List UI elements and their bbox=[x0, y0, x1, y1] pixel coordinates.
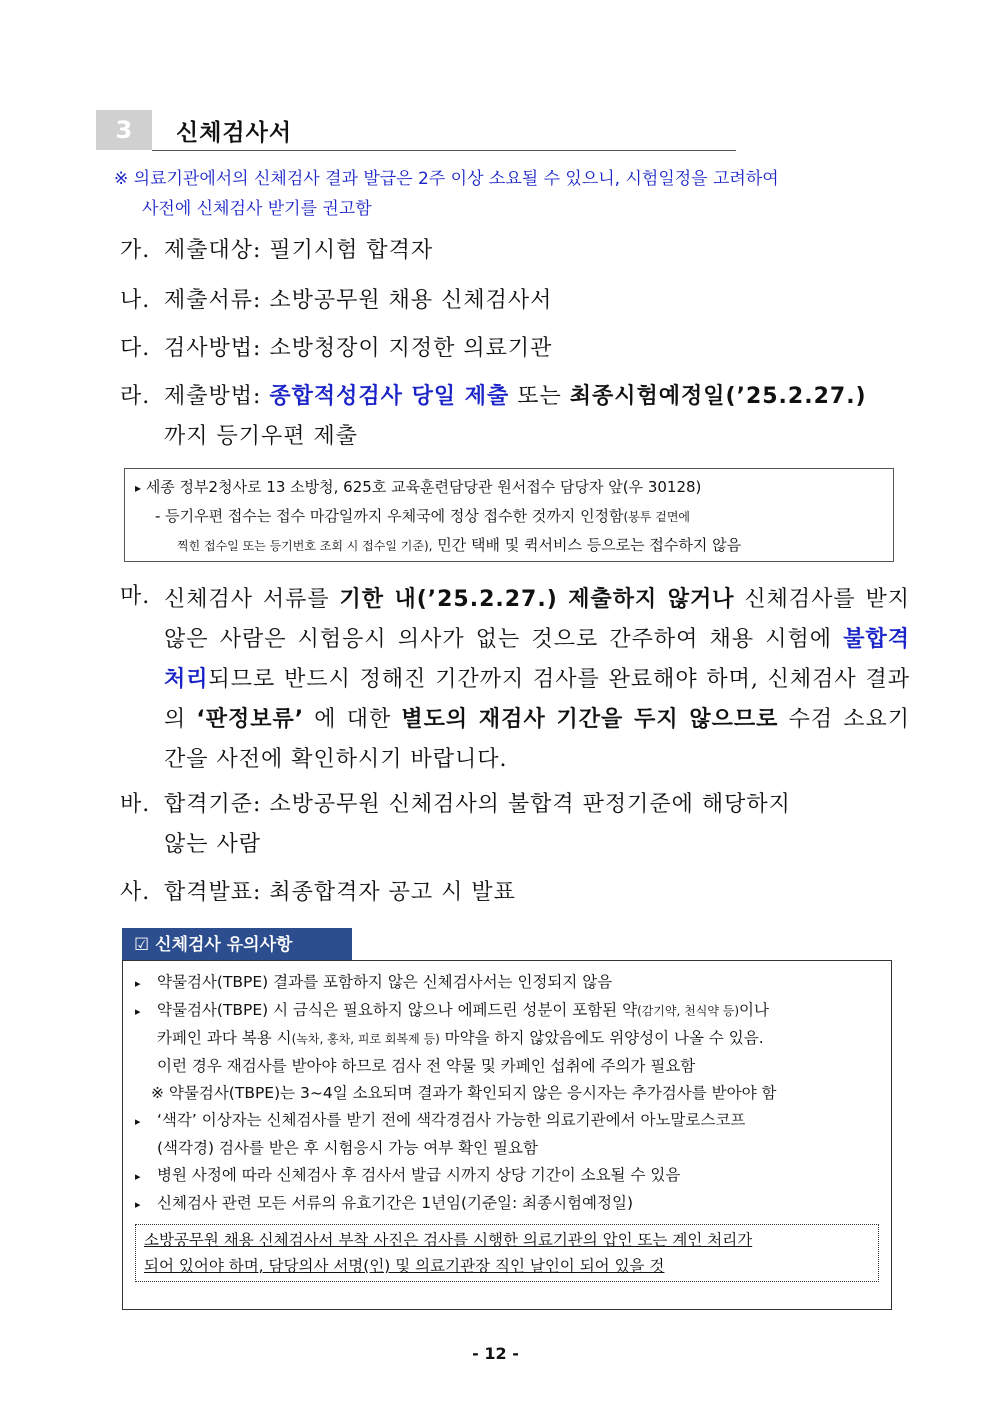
section-underline bbox=[152, 150, 736, 151]
caution-b2-e: 이런 경우 재검사를 받아야 하므로 검사 전 약물 및 카페인 섭취에 주의가 필요함 bbox=[157, 1057, 696, 1075]
item-ra-highlight: 종합적성검사 당일 제출 bbox=[269, 384, 510, 409]
address-text: 세종 정부2청사로 13 소방청, 625호 교육훈련담당관 원서접수 담당자 앞(우 30128) bbox=[145, 478, 702, 496]
item-ra bbox=[120, 380, 910, 454]
item-ma-mark: 마. bbox=[120, 584, 151, 609]
address-line-1 bbox=[135, 473, 883, 502]
address-line-2-main: - 등기우편 접수는 접수 마감일까지 우체국에 정상 접수한 것까지 인정함 bbox=[155, 507, 624, 525]
bullet-triangle-icon: ▸ bbox=[135, 1170, 141, 1183]
photo-requirement-line-1: 소방공무원 채용 신체검사서 부착 사진은 검사를 시행한 의료기관의 압인 또는 계인 처리가 bbox=[144, 1231, 753, 1249]
item-sa-text: 합격발표: 최종합격자 공고 시 발표 bbox=[164, 880, 516, 905]
bullet-triangle-icon: ▸ bbox=[135, 481, 142, 495]
item-sa-mark: 사. bbox=[120, 880, 151, 905]
caution-b3-a: ‘색각’ 이상자는 신체검사를 받기 전에 색각경검사 가능한 의료기관에서 아노말로스코프 bbox=[157, 1111, 746, 1129]
caution-bullet-2 bbox=[135, 997, 879, 1080]
address-line-3-small: 찍힌 접수일 또는 등기번호 조회 시 접수일 기준), bbox=[177, 539, 433, 553]
caution-box bbox=[122, 960, 892, 1310]
notice-line-1: ※ 의료기관에서의 신체검사 결과 발급은 2주 이상 소요될 수 있으니, 시험일정을 고려하여 bbox=[114, 169, 779, 189]
item-ga bbox=[120, 234, 910, 268]
item-ba-text: 합격기준: 소방공무원 신체검사의 불합격 판정기준에 해당하지 bbox=[164, 792, 791, 817]
section-title: 신체검사서 bbox=[176, 120, 293, 146]
bullet-triangle-icon: ▸ bbox=[135, 977, 141, 990]
item-na bbox=[120, 284, 910, 318]
item-ma-b1: 기한 내(’25.2.27.) 제출하지 않거나 bbox=[339, 587, 735, 612]
item-ma-t4: 에 대한 bbox=[304, 707, 402, 732]
section-header bbox=[96, 110, 736, 154]
item-ba bbox=[120, 788, 910, 862]
item-ra-prefix: 제출방법: bbox=[164, 384, 270, 409]
item-ma-b2: ‘판정보류’ bbox=[196, 707, 305, 732]
item-ra-mid: 또는 bbox=[509, 384, 570, 409]
caution-b2-s1: (감기약, 천식약 등) bbox=[637, 1004, 740, 1018]
item-ba-mark: 바. bbox=[120, 792, 151, 817]
photo-requirement-line-2: 되어 있어야 하며, 담당의사 서명(인) 및 의료기관장 직인 날인이 되어 있을 것 bbox=[144, 1257, 665, 1275]
caution-b2-d: 마약을 하지 않았음에도 위양성이 나올 수 있음. bbox=[439, 1029, 764, 1047]
item-ma-t2: 신체검사를 받지 않은 사람은 시험응시 의사가 없는 것으로 간주하여 채용 시험에 bbox=[164, 587, 910, 652]
address-line-3 bbox=[135, 531, 883, 560]
caution-title: ☑ 신체검사 유의사항 bbox=[122, 928, 352, 962]
address-line-2-small: (봉투 겉면에 bbox=[623, 510, 691, 524]
item-da-text: 검사방법: 소방청장이 지정한 의료기관 bbox=[164, 336, 553, 361]
address-line-3-main: 민간 택배 및 퀵서비스 등으로는 접수하지 않음 bbox=[432, 536, 742, 554]
item-da bbox=[120, 332, 910, 366]
address-box bbox=[124, 468, 894, 562]
item-ba-line-2: 않는 사람 bbox=[164, 832, 262, 857]
item-na-text: 제출서류: 소방공무원 채용 신체검사서 bbox=[164, 288, 553, 313]
item-ga-text: 제출대상: 필기시험 합격자 bbox=[164, 238, 434, 263]
bullet-triangle-icon: ▸ bbox=[135, 1005, 141, 1018]
item-ma bbox=[120, 580, 910, 780]
item-ma-b3: 별도의 재검사 기간을 두지 않으므로 bbox=[401, 707, 779, 732]
item-na-mark: 나. bbox=[120, 288, 151, 313]
caution-bullet-5 bbox=[135, 1190, 879, 1218]
bullet-triangle-icon: ▸ bbox=[135, 1198, 141, 1211]
caution-b5-text: 신체검사 관련 모든 서류의 유효기간은 1년임(기준일: 최종시험예정일) bbox=[157, 1194, 633, 1212]
item-sa bbox=[120, 876, 910, 910]
item-ma-t3: 되므로 반드시 정해진 기간까지 검사를 완료해야 하며, 신체검사 결과의 bbox=[164, 667, 910, 732]
photo-requirement-box bbox=[135, 1224, 879, 1282]
caution-bullet-4 bbox=[135, 1162, 879, 1190]
caution-b3-b: (색각경) 검사를 받은 후 시험응시 가능 여부 확인 필요함 bbox=[157, 1139, 538, 1157]
item-ga-mark: 가. bbox=[120, 238, 151, 263]
item-ma-paragraph bbox=[164, 580, 910, 780]
section-number: 3 bbox=[96, 110, 152, 150]
notice-line-2: 사전에 신체검사 받기를 권고함 bbox=[142, 199, 372, 219]
caution-b2-c: 카페인 과다 복용 시 bbox=[157, 1029, 292, 1047]
item-ra-mark: 라. bbox=[120, 384, 151, 409]
caution-bullet-1 bbox=[135, 969, 879, 997]
bullet-triangle-icon: ▸ bbox=[135, 1115, 141, 1128]
item-da-mark: 다. bbox=[120, 336, 151, 361]
caution-b1-text: 약물검사(TBPE) 결과를 포함하지 않은 신체검사서는 인정되지 않음 bbox=[157, 973, 613, 991]
caution-bullet-3 bbox=[135, 1107, 879, 1162]
caution-b4-text: 병원 사정에 따라 신체검사 후 검사서 발급 시까지 상당 기간이 소요될 수 있음 bbox=[157, 1166, 681, 1184]
item-ra-line-2: 까지 등기우편 제출 bbox=[164, 424, 359, 449]
page-number: - 12 - bbox=[472, 1344, 519, 1363]
caution-b2-a: 약물검사(TBPE) 시 금식은 필요하지 않으나 에페드린 성분이 포함된 약 bbox=[157, 1001, 638, 1019]
item-ma-t5: 수검 소요기간을 사전에 확인하시기 바랍니다. bbox=[164, 707, 910, 772]
caution-b2-b: 이나 bbox=[739, 1001, 769, 1019]
address-line-2 bbox=[135, 502, 883, 531]
notice-text bbox=[114, 164, 904, 224]
item-ra-deadline: 최종시험예정일(’25.2.27.) bbox=[569, 384, 867, 409]
caution-b2-s2: (녹차, 홍차, 피로 회복제 등) bbox=[291, 1032, 440, 1046]
item-ma-t1: 신체검사 서류를 bbox=[164, 587, 340, 612]
item-ma-blue: 불합격 처리 bbox=[164, 627, 910, 692]
caution-reference-note: ※ 약물검사(TBPE)는 3~4일 소요되며 결과가 확인되지 않은 응시자는 추가검사를 받아야 함 bbox=[151, 1084, 777, 1102]
